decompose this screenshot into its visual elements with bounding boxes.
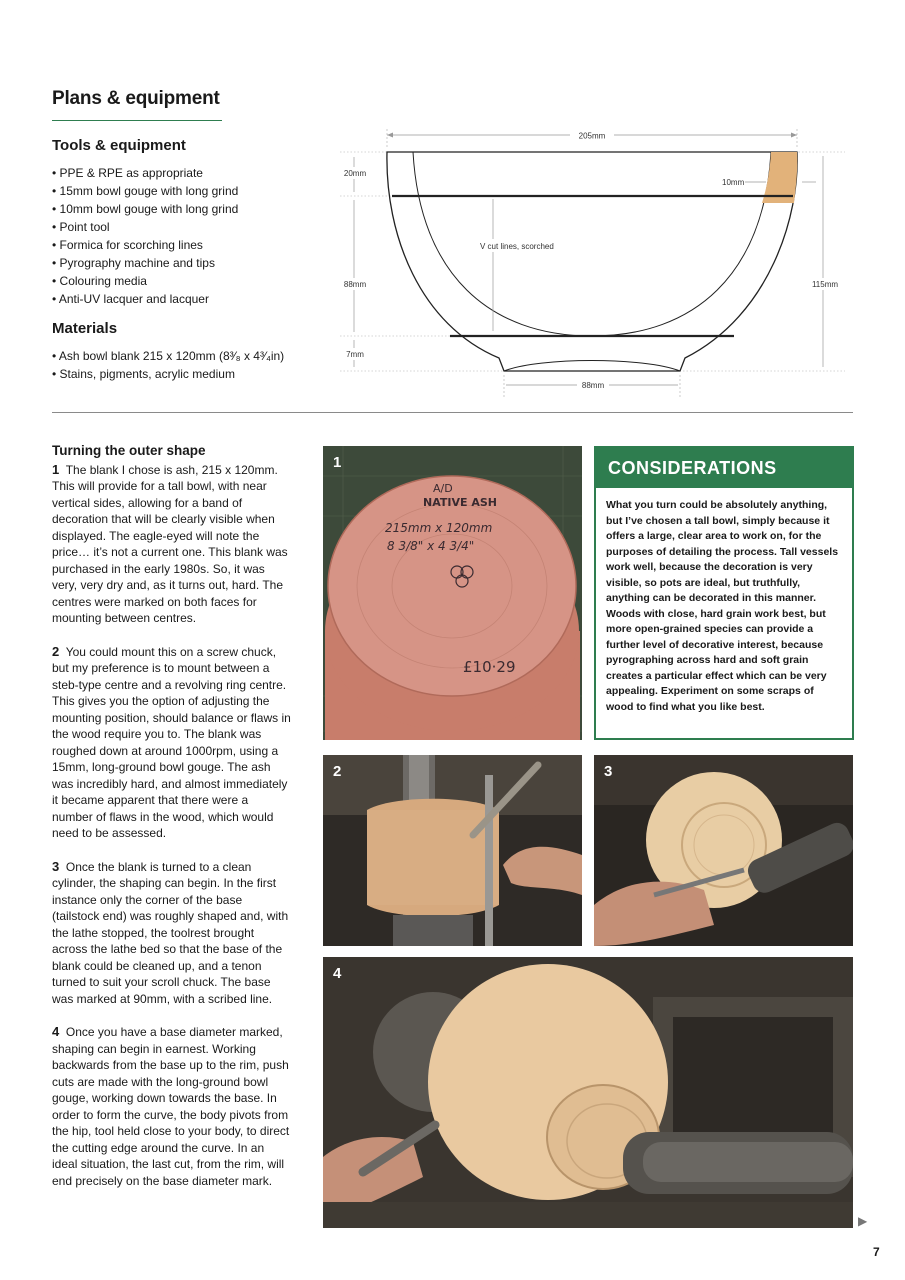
page-title: Plans & equipment: [52, 88, 220, 109]
photo-roughing: [323, 755, 582, 946]
photo-base-cleanup: [594, 755, 853, 946]
base-recess: [504, 361, 680, 372]
next-page-arrow-icon: ▶: [858, 1214, 868, 1228]
base-width-label: 88mm: [581, 381, 605, 390]
list-item: • Pyrography machine and tips: [52, 254, 238, 272]
step-paragraph: [52, 1024, 292, 1189]
list-item: • Point tool: [52, 218, 238, 236]
step-number: 2: [52, 643, 60, 659]
blank-price: £10·29: [463, 658, 516, 676]
top-width-label: 205mm: [578, 131, 606, 141]
blank-label-imperial: 8 3/8" x 4 3/4": [387, 539, 475, 553]
list-item: • Colouring media: [52, 272, 238, 290]
considerations-box: [594, 446, 854, 740]
photo-number: 3: [604, 763, 613, 780]
list-item: • PPE & RPE as appropriate: [52, 164, 238, 182]
list-item: • 10mm bowl gouge with long grind: [52, 200, 238, 218]
step-paragraph: [52, 859, 292, 1008]
step-number: 3: [52, 858, 60, 874]
step-text: Once the blank is turned to a clean cylinder, the shaping can begin. In the first instance only the corner of the base (tailstock end) was roughly shaped and, with the lathe stopped, the toolrest brought across the lathe bed so that the base of the blank could be cleaned up, and a tenon turned to suit your scroll chuck. The base was marked at 90mm, with a scribed line.: [52, 859, 289, 1006]
body-height-label: 88mm: [343, 280, 367, 289]
band-height-label: 20mm: [343, 169, 367, 178]
step-text: The blank I chose is ash, 215 x 120mm. This will provide for a tall bowl, with near vertical sides, allowing for a band of decoration that will be clearly visible when displayed. The eagle-eyed will note the price… it’s not a current one. This blank was purchased in the early 1980s. So, it was very, very dry and, as it turns out, hard. The centres were marked on both faces for mounting between centres.: [52, 462, 288, 625]
foot-height-label: 7mm: [346, 350, 364, 359]
step-paragraph: [52, 644, 292, 842]
list-item: • Ash bowl blank 215 x 120mm (8³⁄₈ x 4³⁄₄in): [52, 347, 284, 365]
photo-number: 1: [333, 454, 342, 471]
v-cut-label: V cut lines, scorched: [480, 242, 554, 251]
bowl-inner-curve: [413, 152, 771, 336]
step-number: 4: [52, 1024, 60, 1039]
rim-thickness-label: 10mm: [722, 178, 745, 187]
list-item: • Formica for scorching lines: [52, 236, 238, 254]
photo-number: 4: [333, 965, 342, 982]
page-number: 7: [873, 1245, 880, 1259]
list-item: • Anti-UV lacquer and lacquer: [52, 290, 238, 308]
tools-list: [52, 164, 238, 308]
photo-shaping: [323, 957, 853, 1228]
step-text: You could mount this on a screw chuck, but my preference is to mount between a steb-type centre and a revolving ring centre. This gives you the option of adjusting the mounting position, should balance or flaws in the wood require you to. The blank was roughed down at around 1000rpm, using a 15mm, long-ground bowl gouge. The ash was incredibly hard, and almost immediately it became apparent that there were a number of flaws in the wood, which would need to be assessed.: [52, 644, 291, 840]
section-divider: [52, 412, 853, 413]
total-height-label: 115mm: [811, 280, 839, 289]
considerations-title: CONSIDERATIONS: [596, 448, 852, 488]
materials-list: [52, 347, 284, 383]
blank-label-metric: 215mm x 120mm: [385, 521, 493, 535]
blank-label-species: NATIVE ASH: [423, 496, 497, 509]
step-number: 1: [52, 461, 60, 477]
list-item: • 15mm bowl gouge with long grind: [52, 182, 238, 200]
photo-blank: [323, 446, 582, 740]
article-heading: Turning the outer shape: [52, 443, 206, 458]
blank-label-ad: A/D: [433, 482, 453, 495]
title-underline: [52, 120, 222, 121]
article-column: [52, 443, 292, 1206]
tools-heading: Tools & equipment: [52, 137, 186, 154]
step-text: Once you have a base diameter marked, shaping can begin in earnest. Working backwards from the base up to the rim, push cuts are made with the long-ground bowl gouge, working down towards the base. In order to form the curve, the body pivots from the hip, tool held close to your body, to direct the cutting edge around the curve. In an ideal situation, the last cut, from the rim, will end precisely on the base diameter mark.: [52, 1025, 290, 1188]
considerations-text: What you turn could be absolutely anything, but I’ve chosen a tall bowl, simply because it offers a large, clear area to work on, for the purposes of detailing the process. Tall vessels work well, because the decoration is very visible, so pots are ideal, but truthfully, anything can be decorated in this manner. Woods with close, hard grain work best, but more open-grained species can provide a further level of decorative interest, because pyrographing across hard and soft grain creates a particular effect which can be very appealing. Experiment on some scraps of wood to find what you like best.: [606, 499, 839, 713]
bowl-diagram: [330, 125, 855, 400]
photo-number: 2: [333, 763, 342, 780]
step-paragraph: [52, 462, 292, 627]
list-item: • Stains, pigments, acrylic medium: [52, 365, 284, 383]
materials-heading: Materials: [52, 320, 118, 337]
